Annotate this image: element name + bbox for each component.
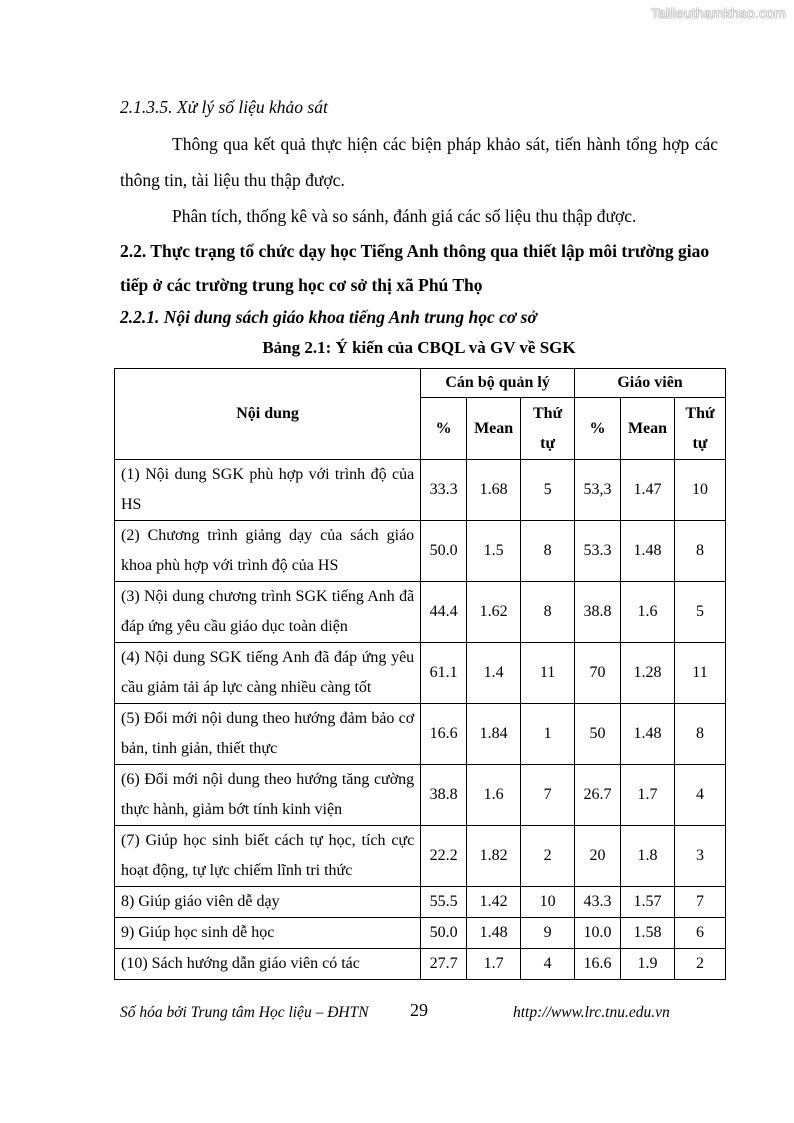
gv-rank: 8 [675, 521, 726, 582]
survey-table [114, 368, 726, 980]
gv-pct: 10.0 [575, 918, 621, 949]
gv-pct: 43.3 [575, 887, 621, 918]
gv-pct: 53,3 [575, 460, 621, 521]
cbql-rank: 2 [521, 826, 575, 887]
cbql-rank: 8 [521, 582, 575, 643]
cbql-rank: 5 [521, 460, 575, 521]
cbql-pct: 38.8 [421, 765, 467, 826]
cbql-mean: 1.42 [467, 887, 521, 918]
header-gv-mean: Mean [621, 398, 675, 460]
cbql-mean: 1.62 [467, 582, 521, 643]
gv-rank: 7 [675, 887, 726, 918]
gv-rank: 5 [675, 582, 726, 643]
cbql-mean: 1.48 [467, 918, 521, 949]
gv-pct: 50 [575, 704, 621, 765]
gv-mean: 1.7 [621, 765, 675, 826]
header-group-cbql: Cán bộ quản lý [421, 369, 575, 398]
gv-mean: 1.47 [621, 460, 675, 521]
gv-mean: 1.6 [621, 582, 675, 643]
section-heading-2135: 2.1.3.5. Xử lý số liệu khảo sát [120, 97, 328, 117]
table-row [115, 643, 726, 704]
cbql-mean: 1.7 [467, 949, 521, 980]
watermark: Tailieuthamkhao.com [650, 5, 786, 21]
header-group-gv: Giáo viên [575, 369, 726, 398]
cbql-pct: 61.1 [421, 643, 467, 704]
cbql-rank: 11 [521, 643, 575, 704]
cbql-pct: 55.5 [421, 887, 467, 918]
gv-rank: 3 [675, 826, 726, 887]
table-row [115, 704, 726, 765]
row-label: 9) Giúp học sinh dễ học [115, 918, 421, 949]
cbql-rank: 9 [521, 918, 575, 949]
gv-rank: 4 [675, 765, 726, 826]
paragraph-2: Phân tích, thống kê và so sánh, đánh giá các số liệu thu thập được. [172, 206, 637, 226]
footer-url: http://www.lrc.tnu.edu.vn [513, 1004, 670, 1021]
table-row [115, 949, 726, 980]
cbql-rank: 4 [521, 949, 575, 980]
gv-mean: 1.58 [621, 918, 675, 949]
footer-source: Số hóa bởi Trung tâm Học liệu – ĐHTN [120, 1004, 369, 1021]
gv-pct: 53.3 [575, 521, 621, 582]
cbql-pct: 50.0 [421, 918, 467, 949]
row-label: (7) Giúp học sinh biết cách tự học, tích cực hoạt động, tự lực chiếm lĩnh tri thức [115, 826, 421, 887]
header-gv-rank: Thứ tự [675, 398, 726, 460]
row-label: (6) Đổi mới nội dung theo hướng tăng cường thực hành, giảm bớt tính kinh viện [115, 765, 421, 826]
section-heading-221: 2.2.1. Nội dung sách giáo khoa tiếng Anh trung học cơ sở [120, 307, 537, 327]
paragraph-1: Thông qua kết quả thực hiện các biện pháp khảo sát, tiến hành tổng hợp các thông tin, tài liệu thu thập được. [120, 134, 718, 190]
table-row [115, 765, 726, 826]
gv-pct: 20 [575, 826, 621, 887]
section-heading-22: 2.2. Thực trạng tổ chức dạy học Tiếng Anh thông qua thiết lập môi trường giao tiếp ở các trường trung học cơ sở thị xã Phú Thọ [120, 241, 710, 295]
gv-pct: 16.6 [575, 949, 621, 980]
cbql-pct: 44.4 [421, 582, 467, 643]
gv-rank: 11 [675, 643, 726, 704]
row-label: (4) Nội dung SGK tiếng Anh đã đáp ứng yêu cầu giảm tải áp lực càng nhiều càng tốt [115, 643, 421, 704]
cbql-pct: 16.6 [421, 704, 467, 765]
table-row [115, 887, 726, 918]
gv-mean: 1.8 [621, 826, 675, 887]
gv-rank: 2 [675, 949, 726, 980]
gv-pct: 38.8 [575, 582, 621, 643]
cbql-pct: 33.3 [421, 460, 467, 521]
table-row [115, 918, 726, 949]
cbql-rank: 8 [521, 521, 575, 582]
page-number: 29 [410, 1000, 428, 1020]
cbql-pct: 27.7 [421, 949, 467, 980]
cbql-pct: 22.2 [421, 826, 467, 887]
row-label: (10) Sách hướng dẫn giáo viên có tác [115, 949, 421, 980]
row-label: (5) Đổi mới nội dung theo hướng đảm bảo cơ bản, tinh giản, thiết thực [115, 704, 421, 765]
gv-mean: 1.48 [621, 704, 675, 765]
gv-mean: 1.9 [621, 949, 675, 980]
cbql-rank: 10 [521, 887, 575, 918]
header-cbql-pct: % [421, 398, 467, 460]
cbql-mean: 1.4 [467, 643, 521, 704]
gv-pct: 70 [575, 643, 621, 704]
gv-mean: 1.48 [621, 521, 675, 582]
cbql-mean: 1.68 [467, 460, 521, 521]
table-row [115, 582, 726, 643]
row-label: (2) Chương trình giảng dạy của sách giáo khoa phù hợp với trình độ của HS [115, 521, 421, 582]
gv-mean: 1.28 [621, 643, 675, 704]
table-caption: Bảng 2.1: Ý kiến của CBQL và GV về SGK [262, 338, 576, 357]
header-gv-pct: % [575, 398, 621, 460]
gv-rank: 8 [675, 704, 726, 765]
cbql-rank: 1 [521, 704, 575, 765]
row-label: 8) Giúp giáo viên dễ dạy [115, 887, 421, 918]
cbql-rank: 7 [521, 765, 575, 826]
header-content: Nội dung [115, 369, 421, 460]
cbql-pct: 50.0 [421, 521, 467, 582]
gv-mean: 1.57 [621, 887, 675, 918]
cbql-mean: 1.82 [467, 826, 521, 887]
table-row [115, 521, 726, 582]
header-cbql-mean: Mean [467, 398, 521, 460]
table-row [115, 460, 726, 521]
cbql-mean: 1.6 [467, 765, 521, 826]
table-row [115, 826, 726, 887]
gv-pct: 26.7 [575, 765, 621, 826]
row-label: (1) Nội dung SGK phù hợp với trình độ của HS [115, 460, 421, 521]
cbql-mean: 1.5 [467, 521, 521, 582]
gv-rank: 6 [675, 918, 726, 949]
gv-rank: 10 [675, 460, 726, 521]
row-label: (3) Nội dung chương trình SGK tiếng Anh đã đáp ứng yêu cầu giáo dục toàn diện [115, 582, 421, 643]
header-cbql-rank: Thứ tự [521, 398, 575, 460]
page-body [120, 90, 718, 364]
cbql-mean: 1.84 [467, 704, 521, 765]
